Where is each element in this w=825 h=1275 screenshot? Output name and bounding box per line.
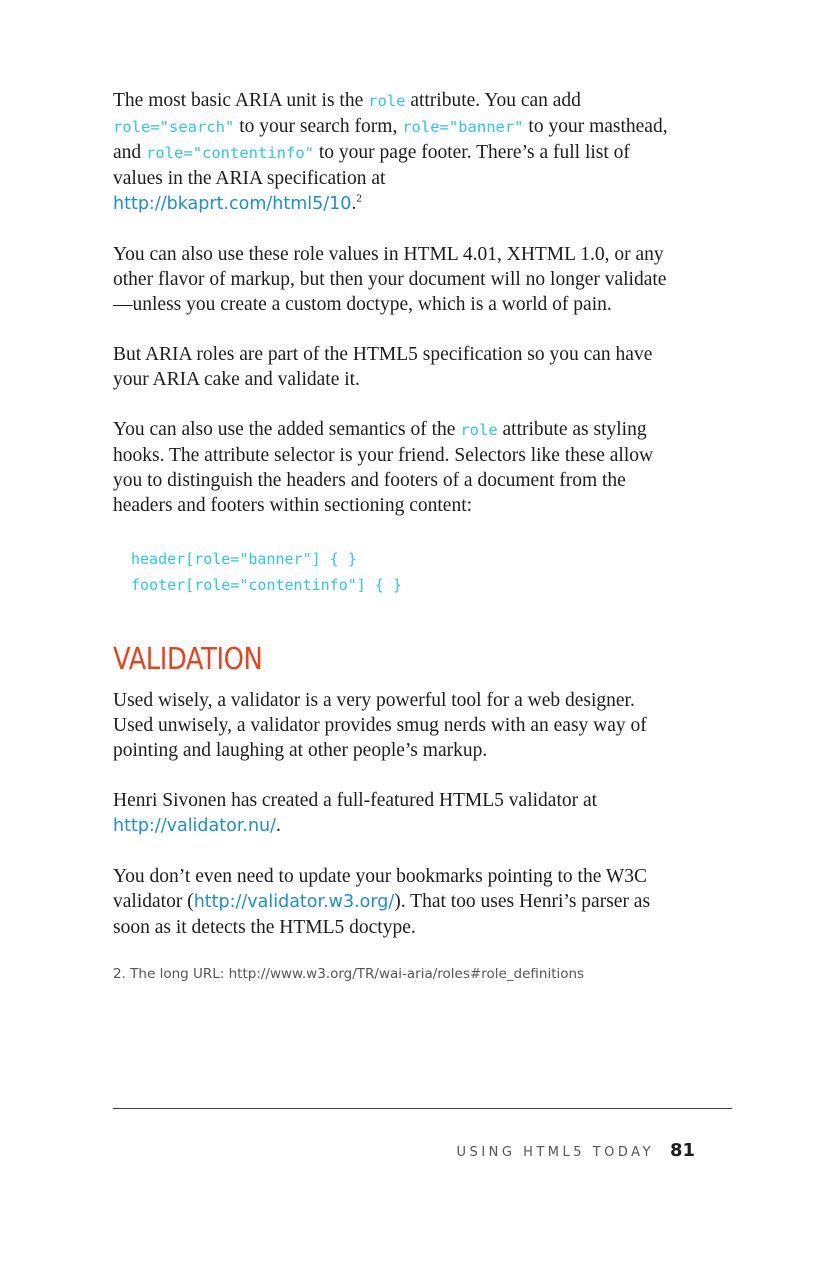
paragraph-styling-hooks bbox=[113, 417, 673, 518]
paragraph-henri-validator bbox=[113, 788, 673, 839]
text: The most basic ARIA unit is the bbox=[113, 90, 369, 111]
footer-divider bbox=[113, 1108, 732, 1109]
inline-code: role bbox=[460, 421, 498, 439]
text: to your search form, bbox=[234, 116, 403, 137]
text: Henri Sivonen has created a full-featured HTML5 validator at bbox=[113, 790, 598, 811]
paragraph-role-attribute bbox=[113, 88, 673, 217]
paragraph-aria-cake: But ARIA roles are part of the HTML5 specification so you can have your ARIA cake and validate it. bbox=[113, 344, 653, 390]
text: attribute as styling hooks. The attribute selector is your friend. Selectors like these allow you to distinguish the headers and footers of a document from the headers and footers within sectioning content: bbox=[113, 419, 654, 516]
text: . bbox=[351, 193, 357, 214]
page-footer bbox=[457, 1140, 695, 1161]
footnote: 2. The long URL: http://www.w3.org/TR/wai-aria/roles#role_definitions bbox=[113, 966, 585, 982]
section-heading: VALIDATION bbox=[113, 642, 263, 677]
text: to your page footer. There’s a full list of values in the ARIA specification at bbox=[113, 142, 630, 189]
page-number: 81 bbox=[669, 1140, 695, 1161]
paragraph-validator-wisely: Used wisely, a validator is a very powerful tool for a web designer. Used unwisely, a validator provides smug nerds with an easy way of pointing and laughing at other people’s markup. bbox=[113, 690, 647, 761]
text: to your masthead, and bbox=[113, 116, 668, 163]
paragraph-w3c-validator bbox=[113, 864, 673, 940]
inline-code: role="contentinfo" bbox=[146, 144, 315, 162]
paragraph-role-values: You can also use these role values in HTML 4.01, XHTML 1.0, or any other flavor of markup, but then your document will no longer validate—unless you create a custom doctype, which is a world of pain. bbox=[113, 244, 667, 315]
code-line: footer[role="contentinfo"] { } bbox=[131, 576, 402, 594]
aria-spec-link[interactable]: http://bkaprt.com/html5/10 bbox=[113, 194, 352, 214]
text: ). That too uses Henri’s parser as soon as it detects the HTML5 doctype. bbox=[113, 891, 651, 938]
validator-nu-link[interactable]: http://validator.nu/ bbox=[113, 816, 277, 836]
text: You can also use the added semantics of the bbox=[113, 419, 461, 440]
code-line: header[role="banner"] { } bbox=[131, 550, 357, 568]
running-title: USING HTML5 TODAY bbox=[456, 1145, 654, 1160]
text: attribute. You can add bbox=[405, 90, 581, 111]
w3c-validator-link[interactable]: http://validator.w3.org/ bbox=[193, 892, 395, 912]
text: You don’t even need to update your bookmarks pointing to the W3C validator ( bbox=[113, 866, 648, 912]
inline-code: role="search" bbox=[113, 118, 235, 136]
code-block bbox=[131, 546, 673, 598]
inline-code: role="banner" bbox=[402, 118, 524, 136]
footnote-ref[interactable]: 2 bbox=[356, 192, 362, 205]
page-body bbox=[113, 88, 673, 982]
text: . bbox=[276, 815, 281, 836]
inline-code: role bbox=[368, 92, 406, 110]
